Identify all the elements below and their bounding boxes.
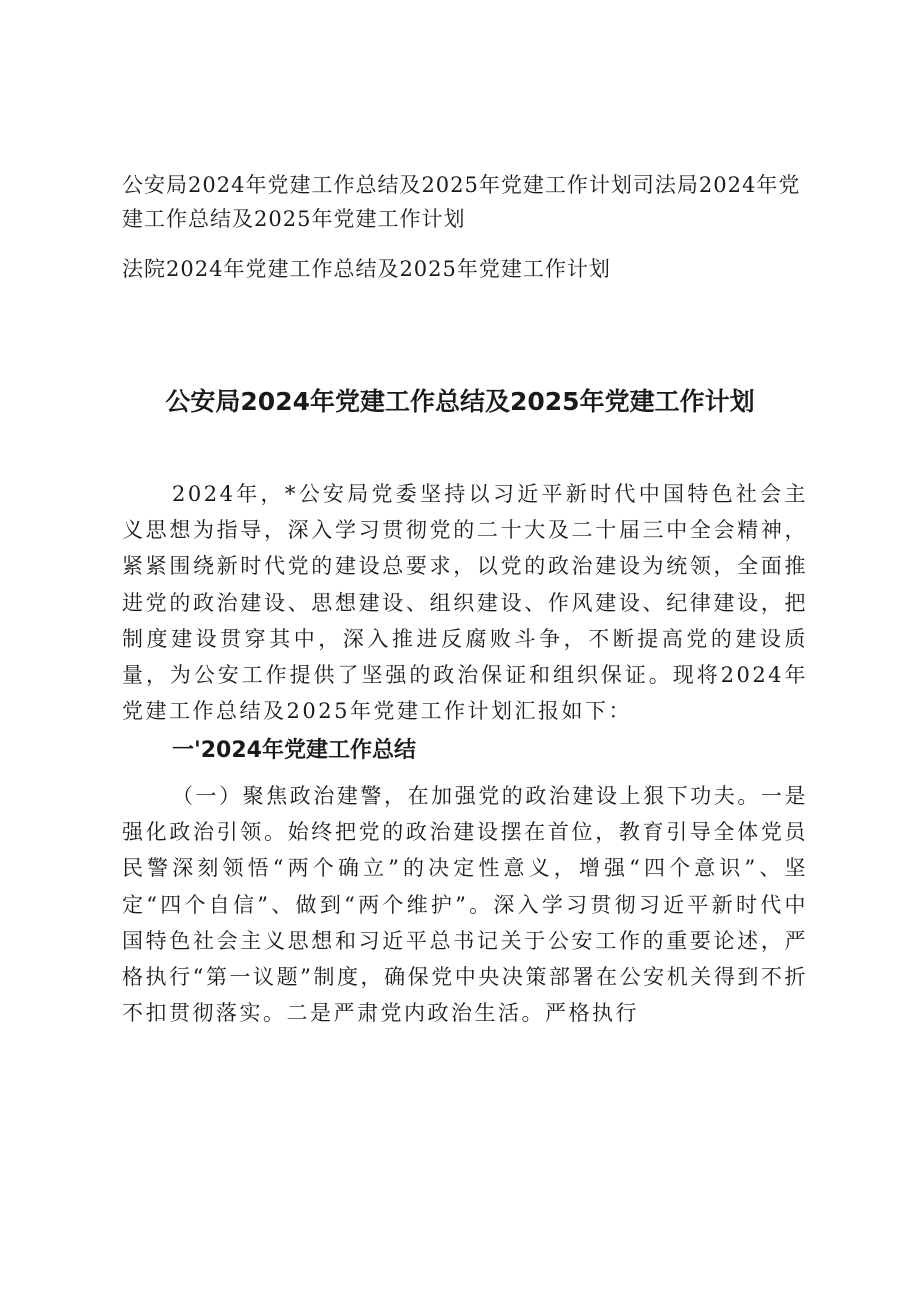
section-heading-2024-summary: 一'2024年党建工作总结 [172,738,416,763]
section-paragraph-political-building: （一）聚焦政治建警，在加强党的政治建设上狠下功夫。一是强化政治引领。始终把党的政治建设摆在首位，教育引导全体党员民警深刻领悟“两个确立”的决定性意义，增强“四个意识”、坚定“四个自信”、做到“两个维护”。深入学习贯彻习近平新时代中国特色社会主义思想和习近平总书记关于公安工作的重要论述，严格执行“第一议题”制度，确保党中央决策部署在公安机关得到不折不扣贯彻落实。二是严肃党内政治生活。严格执行 [122,784,808,1026]
table-of-contents [122,168,802,286]
document-title: 公安局2024年党建工作总结及2025年党建工作计划 [165,387,755,416]
toc-entry-court: 法院2024年党建工作总结及2025年党建工作计划 [122,257,611,281]
intro-paragraph: 2024年，*公安局党委坚持以习近平新时代中国特色社会主义思想为指导，深入学习贯彻党的二十大及二十届三中全会精神，紧紧围绕新时代党的建设总要求，以党的政治建设为统领，全面推进党的政治建设、思想建设、组织建设、作风建设、纪律建设，把制度建设贯穿其中，深入推进反腐败斗争，不断提高党的建设质量，为公安工作提供了坚强的政治保证和组织保证。现将2024年党建工作总结及2025年党建工作计划汇报如下： [122,482,808,724]
toc-entry-public-security-and-justice: 公安局2024年党建工作总结及2025年党建工作计划司法局2024年党建工作总结及2025年党建工作计划 [122,173,801,231]
